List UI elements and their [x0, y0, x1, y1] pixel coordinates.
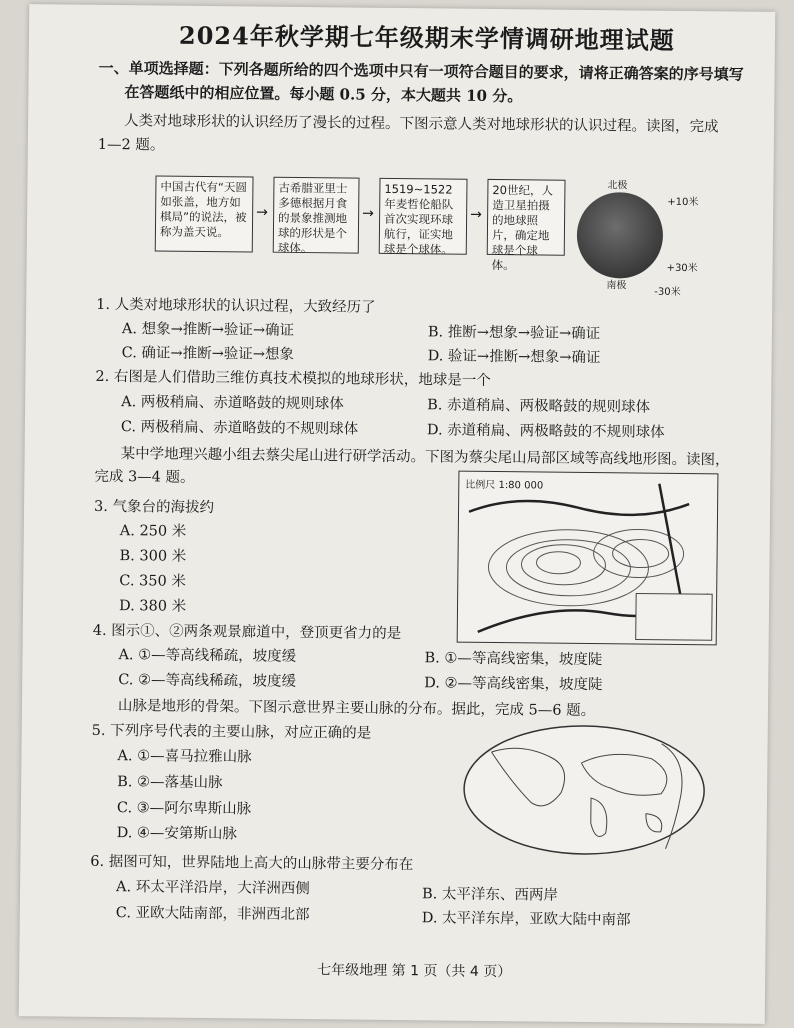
flow-arrow-3: → — [470, 206, 482, 223]
q3-option-b: B. 300 米 — [119, 548, 187, 565]
q3-option-c: C. 350 米 — [119, 573, 186, 590]
contour-lines-graphic — [458, 472, 718, 645]
map-scale-label: 比例尺 1:80 000 — [465, 479, 544, 492]
earth-shape-image — [576, 192, 663, 279]
q1-option-c: C. 确证→推断→验证→想象 — [121, 345, 294, 363]
q2-option-b: B. 赤道稍扁、两极略鼓的规则球体 — [427, 397, 651, 416]
q1-option-d: D. 验证→推断→想象→确证 — [427, 348, 601, 367]
q4-option-d: D. ②—等高线密集，坡度陡 — [424, 675, 603, 694]
q6-stem: 6. 据图可知，世界陆地上高大的山脉带主要分布在 — [90, 853, 414, 874]
intro-3: 山脉是地形的骨架。下图示意世界主要山脉的分布。据此，完成 5—6 题。 — [117, 698, 596, 720]
q6-option-b: B. 太平洋东、西两岸 — [421, 886, 558, 904]
intro-2-line2: 完成 3—4 题。 — [94, 468, 195, 486]
section-header-line2: 在答题纸中的相应位置。每小题 0.5 分，本大题共 10 分。 — [124, 83, 523, 106]
q4-option-b: B. ①—等高线密集，坡度陡 — [424, 650, 603, 669]
q5-option-b: B. ②—落基山脉 — [117, 774, 223, 792]
q3-stem: 3. 气象台的海拔约 — [93, 498, 215, 517]
q3-option-d: D. 380 米 — [118, 598, 187, 615]
flow-box-4: 20世纪，人造卫星拍摄的地球照片，确定地球是个球体。 — [487, 179, 566, 256]
flow-arrow-2: → — [362, 205, 374, 222]
south-pole-label: 南极 — [606, 280, 627, 292]
q5-option-c: C. ③—阿尔卑斯山脉 — [116, 800, 252, 818]
q5-stem: 5. 下列序号代表的主要山脉，对应正确的是 — [91, 722, 372, 742]
flow-arrow-1: → — [256, 204, 268, 221]
q2-option-d: D. 赤道稍扁、两极略鼓的不规则球体 — [426, 422, 665, 441]
q3-option-a: A. 250 米 — [119, 523, 187, 540]
q1-option-a: A. 想象→推断→验证→确证 — [121, 321, 295, 339]
q4-option-c: C. ②—等高线稀疏，坡度缓 — [118, 672, 297, 690]
page-title: 2024年秋学期七年级期末学情调研地理试题 — [178, 20, 675, 55]
q1-stem: 1. 人类对地球形状的认识过程，大致经历了 — [96, 296, 376, 316]
plus10-label: +10米 — [667, 196, 699, 209]
contour-map — [457, 471, 719, 646]
north-pole-label: 北极 — [607, 180, 628, 192]
q4-option-a: A. ①—等高线稀疏，坡度缓 — [118, 647, 297, 665]
intro-1-line1: 人类对地球形状的认识经历了漫长的过程。下图示意人类对地球形状的认识过程。读图，完成 — [124, 113, 719, 136]
q2-stem: 2. 右图是人们借助三维仿真技术模拟的地球形状，地球是一个 — [95, 368, 491, 389]
q6-option-d: D. 太平洋东岸，亚欧大陆中南部 — [421, 910, 631, 929]
q5-option-d: D. ④—安第斯山脉 — [116, 825, 238, 843]
plus30-label: +30米 — [666, 262, 698, 275]
q1-option-b: B. 推断→想象→验证→确证 — [427, 324, 601, 343]
exam-page — [19, 4, 776, 1024]
minus30-label: -30米 — [654, 286, 681, 298]
q6-option-c: C. 亚欧大陆南部，非洲西北部 — [115, 905, 310, 924]
world-map-graphic — [460, 722, 707, 859]
intro-1-line2: 1—2 题。 — [97, 136, 165, 154]
q2-option-a: A. 两极稍扁、赤道略鼓的规则球体 — [121, 394, 344, 413]
page-footer: 七年级地理 第 1 页（共 4 页） — [317, 962, 512, 981]
world-mountains-map — [460, 722, 707, 859]
q2-option-c: C. 两极稍扁、赤道略鼓的不规则球体 — [120, 419, 359, 438]
intro-2-line1: 某中学地理兴趣小组去蔡尖尾山进行研学活动。下图为蔡尖尾山局部区域等高线地形图。读图， — [120, 446, 730, 469]
flow-box-1: 中国古代有“天圆如张盖，地方如棋局”的说法，被称为盖天说。 — [155, 175, 254, 252]
section-header-line1: 一、单项选择题：下列各题所给的四个选项中只有一项符合题目的要求，请将正确答案的序号填写 — [98, 58, 744, 84]
q4-stem: 4. 图示①、②两条观景廊道中，登顶更省力的是 — [92, 622, 402, 643]
q5-option-a: A. ①—喜马拉雅山脉 — [117, 748, 252, 766]
flow-box-2: 古希腊亚里士多德根据月食的景象推测地球的形状是个球体。 — [273, 177, 360, 254]
flow-box-3: 1519~1522年麦哲伦船队首次实现环球航行，证实地球是个球体。 — [379, 178, 468, 255]
q6-option-a: A. 环太平洋沿岸，大洋洲西侧 — [115, 879, 310, 898]
